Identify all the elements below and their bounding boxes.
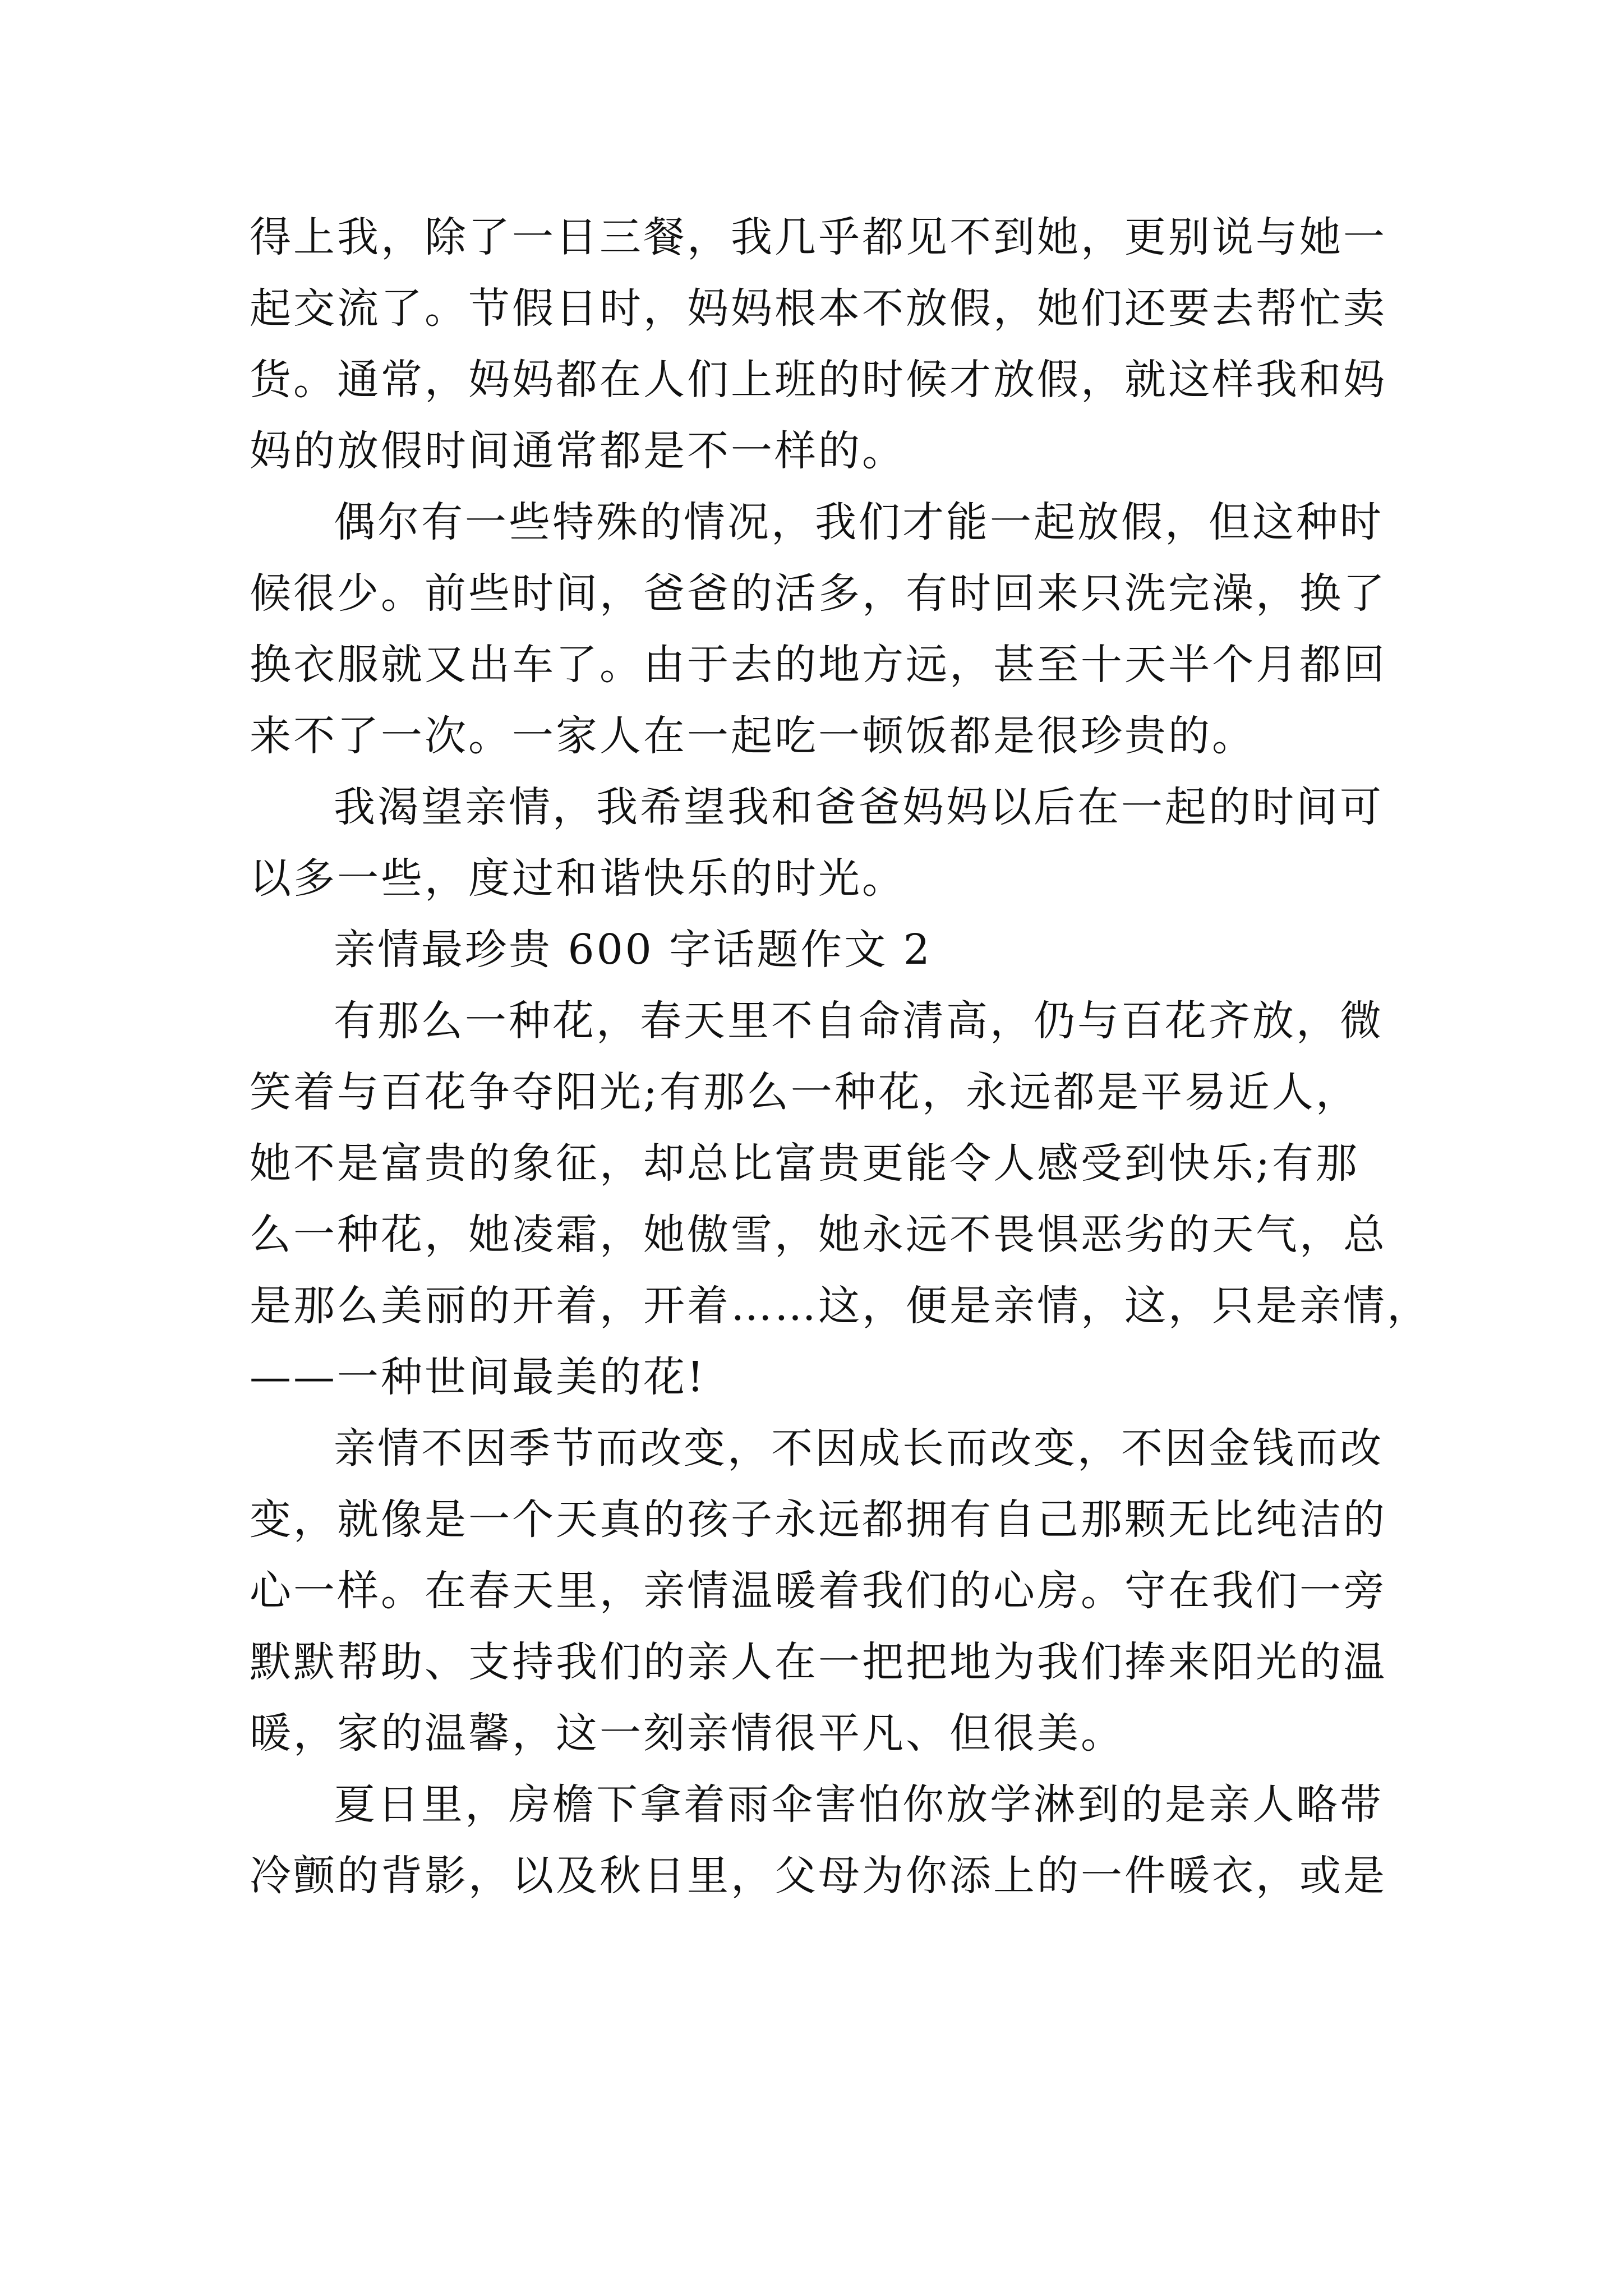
text-line: 她不是富贵的象征，却总比富贵更能令人感受到快乐;有那 — [250, 1139, 1359, 1188]
text-line: 以多一些，度过和谐快乐的时光。 — [250, 854, 906, 903]
text-line: 起交流了。节假日时，妈妈根本不放假，她们还要去帮忙卖 — [250, 284, 1387, 333]
paragraph-first-line: 有那么一种花，春天里不自命清高，仍与百花齐放，微 — [334, 997, 1384, 1045]
section-heading: 亲情最珍贵 600 字话题作文 2 — [334, 926, 932, 974]
text-line: 妈的放假时间通常都是不一样的。 — [250, 427, 906, 475]
text-line: 货。通常，妈妈都在人们上班的时候才放假，就这样我和妈 — [250, 356, 1387, 404]
article-body — [250, 202, 1431, 1912]
paragraph-first-line: 我渴望亲情，我希望我和爸爸妈妈以后在一起的时间可 — [334, 783, 1384, 831]
text-line: 换衣服就又出车了。由于去的地方远，甚至十天半个月都回 — [250, 641, 1387, 689]
text-line: 冷颤的背影，以及秋日里，父母为你添上的一件暖衣，或是 — [250, 1852, 1387, 1900]
paragraph-first-line: 亲情不因季节而改变，不因成长而改变，不因金钱而改 — [334, 1424, 1384, 1473]
text-line: 是那么美丽的开着，开着……这，便是亲情，这，只是亲情， — [250, 1282, 1431, 1330]
text-line: 变，就像是一个天真的孩子永远都拥有自己那颗无比纯洁的 — [250, 1496, 1387, 1544]
paragraph-first-line: 偶尔有一些特殊的情况，我们才能一起放假，但这种时 — [334, 498, 1384, 546]
paragraph-first-line: 夏日里，房檐下拿着雨伞害怕你放学淋到的是亲人略带 — [334, 1780, 1384, 1829]
text-line: 么一种花，她凌霜，她傲雪，她永远不畏惧恶劣的天气，总 — [250, 1211, 1387, 1259]
text-line: 来不了一次。一家人在一起吃一顿饭都是很珍贵的。 — [250, 712, 1256, 760]
text-line: ——一种世间最美的花! — [250, 1353, 706, 1401]
text-line: 得上我，除了一日三餐，我几乎都见不到她，更别说与她一 — [250, 213, 1387, 261]
text-line: 笑着与百花争夺阳光;有那么一种花，永远都是平易近人， — [250, 1068, 1359, 1116]
text-line: 心一样。在春天里，亲情温暖着我们的心房。守在我们一旁 — [250, 1567, 1387, 1615]
text-line: 候很少。前些时间，爸爸的活多，有时回来只洗完澡，换了 — [250, 569, 1387, 618]
text-line: 暖，家的温馨，这一刻亲情很平凡、但很美。 — [250, 1709, 1124, 1757]
text-line: 默默帮助、支持我们的亲人在一把把地为我们捧来阳光的温 — [250, 1638, 1387, 1686]
